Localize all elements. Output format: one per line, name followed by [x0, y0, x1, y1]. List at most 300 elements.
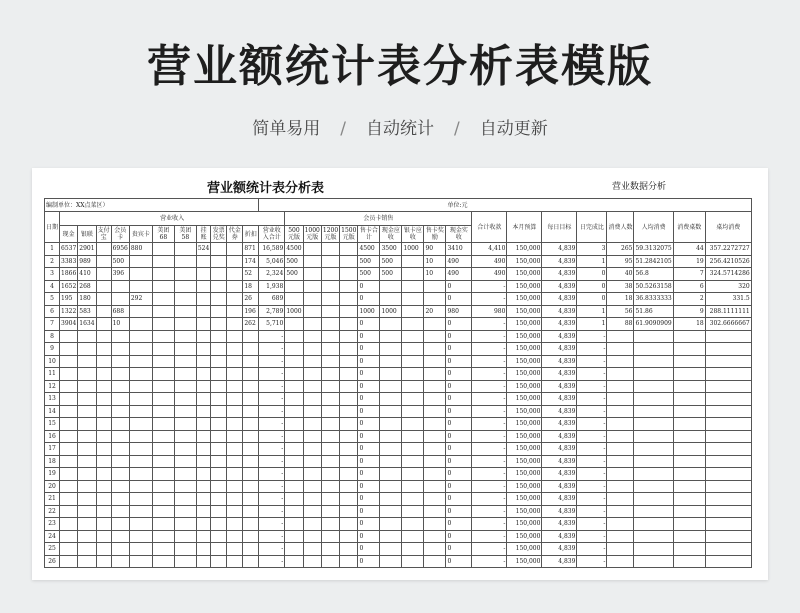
table-cell [152, 380, 174, 393]
header-member-group: 会员卡销售 [285, 212, 472, 226]
table-cell [96, 305, 111, 318]
table-cell: 195 [60, 293, 78, 306]
table-cell: - [259, 543, 285, 556]
table-cell [634, 543, 673, 556]
table-row [45, 293, 752, 306]
table-row [45, 305, 752, 318]
table-cell: 4,839 [542, 343, 577, 356]
header-cell: 银卡应收 [403, 227, 422, 241]
table-cell: 3500 [380, 243, 402, 256]
table-row [45, 380, 752, 393]
table-cell [424, 368, 446, 381]
table-cell [321, 418, 339, 431]
table-row [45, 418, 752, 431]
table-cell [196, 468, 210, 481]
table-cell: 989 [78, 255, 96, 268]
table-cell [303, 305, 321, 318]
table-cell [705, 480, 751, 493]
table-cell: - [577, 518, 607, 531]
table-cell: - [577, 418, 607, 431]
table-cell [211, 430, 227, 443]
table-cell: 1634 [78, 318, 96, 331]
table-cell: 150,000 [507, 418, 542, 431]
table-cell [129, 380, 152, 393]
table-cell [78, 518, 96, 531]
spreadsheet-preview [32, 168, 768, 580]
table-cell [174, 255, 196, 268]
table-cell [78, 505, 96, 518]
table-cell [152, 555, 174, 568]
table-cell [321, 518, 339, 531]
day-cell: 1 [45, 243, 60, 256]
table-cell [285, 555, 303, 568]
table-cell [174, 343, 196, 356]
table-cell [152, 530, 174, 543]
table-cell [607, 455, 634, 468]
table-cell: 90 [424, 243, 446, 256]
table-row [45, 443, 752, 456]
table-cell [303, 443, 321, 456]
table-cell [705, 380, 751, 393]
table-cell [152, 405, 174, 418]
table-cell [96, 518, 111, 531]
table-cell [227, 393, 243, 406]
table-cell: 0 [358, 380, 380, 393]
table-cell: 1000 [380, 305, 402, 318]
table-cell [705, 368, 751, 381]
table-cell: 6537 [60, 243, 78, 256]
table-cell: 59.3132075 [634, 243, 673, 256]
table-cell [607, 530, 634, 543]
table-cell [634, 530, 673, 543]
table-cell [634, 393, 673, 406]
table-cell: 50.5263158 [634, 280, 673, 293]
table-row [45, 518, 752, 531]
table-cell [227, 468, 243, 481]
table-cell [129, 430, 152, 443]
table-cell: 7 [673, 268, 705, 281]
table-cell [634, 555, 673, 568]
table-cell [196, 518, 210, 531]
subtitle-item: 自动统计 [366, 119, 434, 139]
table-cell [705, 493, 751, 506]
table-cell [673, 455, 705, 468]
table-cell [340, 280, 358, 293]
table-cell [96, 280, 111, 293]
table-cell: 0 [446, 280, 472, 293]
table-cell [129, 468, 152, 481]
table-cell: - [472, 555, 507, 568]
table-cell: 1 [577, 305, 607, 318]
table-cell [340, 543, 358, 556]
table-cell [243, 493, 259, 506]
unit-right-label: 单位:元 [446, 199, 751, 212]
table-cell [424, 455, 446, 468]
header-cell: 贵宾卡 [129, 226, 152, 243]
table-cell: 150,000 [507, 518, 542, 531]
table-cell: 4,839 [542, 280, 577, 293]
table-cell [211, 468, 227, 481]
table-cell: 1000 [358, 305, 380, 318]
table-cell [705, 455, 751, 468]
subtitle-item: 自动更新 [479, 119, 548, 139]
header-cell: 银联 [78, 226, 96, 243]
table-cell [424, 393, 446, 406]
day-cell: 23 [45, 518, 60, 531]
table-cell: 150,000 [507, 243, 542, 256]
table-cell [174, 493, 196, 506]
table-row [45, 243, 752, 256]
table-cell [303, 543, 321, 556]
table-cell: - [577, 555, 607, 568]
table-cell [285, 455, 303, 468]
table-cell [607, 380, 634, 393]
table-cell: 490 [446, 255, 472, 268]
table-cell [111, 493, 129, 506]
table-cell: 150,000 [507, 380, 542, 393]
table-cell [380, 368, 402, 381]
table-cell [129, 530, 152, 543]
table-cell: - [577, 393, 607, 406]
table-cell: 150,000 [507, 255, 542, 268]
table-cell [340, 393, 358, 406]
table-cell: 2,789 [259, 305, 285, 318]
table-cell: 0 [358, 343, 380, 356]
table-cell [424, 480, 446, 493]
table-cell: 0 [358, 530, 380, 543]
table-cell: - [472, 293, 507, 306]
table-cell [673, 343, 705, 356]
table-cell [152, 505, 174, 518]
table-cell [60, 430, 78, 443]
table-cell [607, 493, 634, 506]
table-cell [303, 393, 321, 406]
table-cell [211, 280, 227, 293]
table-cell [174, 393, 196, 406]
table-cell: - [577, 405, 607, 418]
day-cell: 10 [45, 355, 60, 368]
table-cell [78, 393, 96, 406]
table-cell [321, 468, 339, 481]
table-cell [129, 355, 152, 368]
table-cell: 95 [607, 255, 634, 268]
table-cell: 0 [446, 480, 472, 493]
table-cell [402, 493, 424, 506]
table-cell [705, 555, 751, 568]
table-cell: 3904 [60, 318, 78, 331]
table-cell [111, 555, 129, 568]
table-cell [321, 280, 339, 293]
table-cell: 4,839 [542, 505, 577, 518]
table-cell [78, 455, 96, 468]
table-cell [60, 518, 78, 531]
table-cell [196, 493, 210, 506]
day-cell: 21 [45, 493, 60, 506]
table-cell [227, 505, 243, 518]
table-cell: 500 [380, 268, 402, 281]
table-cell [285, 443, 303, 456]
table-cell [424, 518, 446, 531]
table-cell [402, 518, 424, 531]
table-cell [211, 355, 227, 368]
table-cell [285, 493, 303, 506]
table-cell [196, 430, 210, 443]
table-cell [152, 543, 174, 556]
table-cell [211, 318, 227, 331]
table-row [45, 505, 752, 518]
table-cell [129, 555, 152, 568]
table-cell [60, 418, 78, 431]
table-cell [211, 443, 227, 456]
table-cell [705, 518, 751, 531]
table-cell: 0 [446, 343, 472, 356]
table-cell: 40 [607, 268, 634, 281]
table-cell: 0 [446, 543, 472, 556]
table-cell: 4,839 [542, 543, 577, 556]
table-cell [634, 455, 673, 468]
subtitle-item: 简单易用 [252, 119, 321, 139]
table-cell [424, 405, 446, 418]
table-cell [129, 455, 152, 468]
table-cell [424, 318, 446, 331]
table-cell [424, 468, 446, 481]
table-cell [402, 455, 424, 468]
day-cell: 20 [45, 480, 60, 493]
table-cell [196, 555, 210, 568]
table-cell: - [472, 330, 507, 343]
table-cell: - [472, 505, 507, 518]
table-cell [424, 430, 446, 443]
table-cell: 0 [358, 280, 380, 293]
table-cell [211, 268, 227, 281]
table-cell [340, 555, 358, 568]
table-cell [634, 330, 673, 343]
table-cell: - [472, 343, 507, 356]
table-cell [211, 293, 227, 306]
table-cell: 3410 [446, 243, 472, 256]
table-cell [211, 555, 227, 568]
table-cell: 0 [358, 518, 380, 531]
table-cell: 0 [358, 493, 380, 506]
table-cell [60, 455, 78, 468]
table-cell [321, 543, 339, 556]
table-cell [96, 293, 111, 306]
table-cell: 0 [358, 418, 380, 431]
table-cell [111, 430, 129, 443]
table-cell [321, 305, 339, 318]
table-cell [111, 505, 129, 518]
header-cell: 每日目标 [542, 212, 577, 243]
table-cell [321, 530, 339, 543]
table-cell [129, 280, 152, 293]
table-cell [285, 505, 303, 518]
table-cell [402, 368, 424, 381]
table-cell: 56 [607, 305, 634, 318]
table-cell [634, 355, 673, 368]
table-cell [243, 330, 259, 343]
table-cell: 0 [358, 555, 380, 568]
table-cell [321, 480, 339, 493]
header-cell: 现金实收 [446, 226, 472, 243]
table-cell [673, 405, 705, 418]
table-cell [340, 368, 358, 381]
table-cell [402, 305, 424, 318]
table-cell [60, 343, 78, 356]
day-cell: 26 [45, 555, 60, 568]
table-cell [243, 505, 259, 518]
table-cell [227, 318, 243, 331]
table-cell [174, 480, 196, 493]
table-cell: - [472, 318, 507, 331]
day-cell: 22 [45, 505, 60, 518]
table-cell [340, 305, 358, 318]
header-cell: 人均消费 [634, 212, 673, 243]
table-cell [227, 330, 243, 343]
table-cell [285, 293, 303, 306]
table-cell: 150,000 [507, 543, 542, 556]
table-cell [321, 430, 339, 443]
table-cell [111, 468, 129, 481]
table-row [45, 368, 752, 381]
table-cell: - [259, 430, 285, 443]
header-cell: 1200元版 [322, 227, 339, 241]
table-cell: 4,839 [542, 493, 577, 506]
table-cell [673, 480, 705, 493]
table-cell: - [259, 468, 285, 481]
header-cell: 售卡合计 [359, 227, 378, 241]
table-cell [174, 305, 196, 318]
table-cell: - [577, 330, 607, 343]
table-cell [243, 480, 259, 493]
table-row [45, 393, 752, 406]
table-cell [607, 480, 634, 493]
table-cell [705, 343, 751, 356]
table-cell [227, 268, 243, 281]
table-cell: 871 [243, 243, 259, 256]
table-cell [402, 505, 424, 518]
table-row [45, 543, 752, 556]
table-cell: - [472, 543, 507, 556]
table-cell: 4,839 [542, 243, 577, 256]
table-cell [196, 530, 210, 543]
table-cell: 0 [358, 355, 380, 368]
table-cell [424, 555, 446, 568]
table-cell: - [577, 543, 607, 556]
table-cell [402, 393, 424, 406]
table-cell [196, 330, 210, 343]
table-cell [78, 418, 96, 431]
table-cell [673, 380, 705, 393]
table-cell [673, 355, 705, 368]
table-cell [96, 380, 111, 393]
table-cell [380, 343, 402, 356]
table-cell [111, 280, 129, 293]
table-cell [243, 518, 259, 531]
table-cell [129, 405, 152, 418]
header-cell: 1500元版 [341, 227, 357, 241]
table-cell [424, 493, 446, 506]
table-cell: 4,839 [542, 468, 577, 481]
table-cell [243, 343, 259, 356]
table-cell: 5,710 [259, 318, 285, 331]
table-cell: - [577, 430, 607, 443]
table-cell: - [577, 468, 607, 481]
table-cell: 4,839 [542, 255, 577, 268]
table-cell [78, 480, 96, 493]
table-cell: 16,589 [259, 243, 285, 256]
table-cell [303, 468, 321, 481]
table-cell [96, 443, 111, 456]
table-cell: - [472, 518, 507, 531]
table-cell: 1 [577, 255, 607, 268]
table-cell: 174 [243, 255, 259, 268]
table-cell [227, 243, 243, 256]
table-cell [243, 555, 259, 568]
table-cell [673, 393, 705, 406]
table-cell [227, 293, 243, 306]
table-row [45, 555, 752, 568]
table-cell: 0 [358, 430, 380, 443]
table-cell [340, 443, 358, 456]
table-cell [607, 355, 634, 368]
table-cell: 0 [446, 443, 472, 456]
table-row [45, 355, 752, 368]
header-cell: 挂账 [196, 226, 210, 243]
table-cell: 2,324 [259, 268, 285, 281]
table-cell: 410 [78, 268, 96, 281]
table-cell [424, 293, 446, 306]
table-cell [174, 455, 196, 468]
table-cell [340, 293, 358, 306]
table-cell [285, 405, 303, 418]
table-cell [303, 293, 321, 306]
table-cell [174, 530, 196, 543]
table-cell: 4500 [358, 243, 380, 256]
table-cell [111, 518, 129, 531]
table-cell: 500 [285, 255, 303, 268]
table-cell [705, 405, 751, 418]
header-cell: 合计收款 [472, 212, 507, 243]
table-cell [380, 518, 402, 531]
day-cell: 15 [45, 418, 60, 431]
table-cell [152, 305, 174, 318]
table-cell: 500 [111, 255, 129, 268]
table-cell [285, 430, 303, 443]
table-cell: 4,839 [542, 293, 577, 306]
header-cell: 桌均消费 [705, 212, 751, 243]
table-row [45, 280, 752, 293]
table-cell [243, 393, 259, 406]
table-cell [78, 430, 96, 443]
table-cell [227, 255, 243, 268]
table-cell [111, 393, 129, 406]
table-cell [60, 505, 78, 518]
table-cell [380, 493, 402, 506]
table-cell [243, 543, 259, 556]
table-cell: 980 [446, 305, 472, 318]
table-cell: 0 [446, 518, 472, 531]
table-cell: 4,839 [542, 430, 577, 443]
table-cell [380, 380, 402, 393]
table-cell: - [259, 455, 285, 468]
table-cell [211, 330, 227, 343]
table-cell [129, 305, 152, 318]
table-cell: 0 [358, 443, 380, 456]
table-cell [634, 418, 673, 431]
day-cell: 25 [45, 543, 60, 556]
table-cell [196, 443, 210, 456]
table-cell [243, 405, 259, 418]
